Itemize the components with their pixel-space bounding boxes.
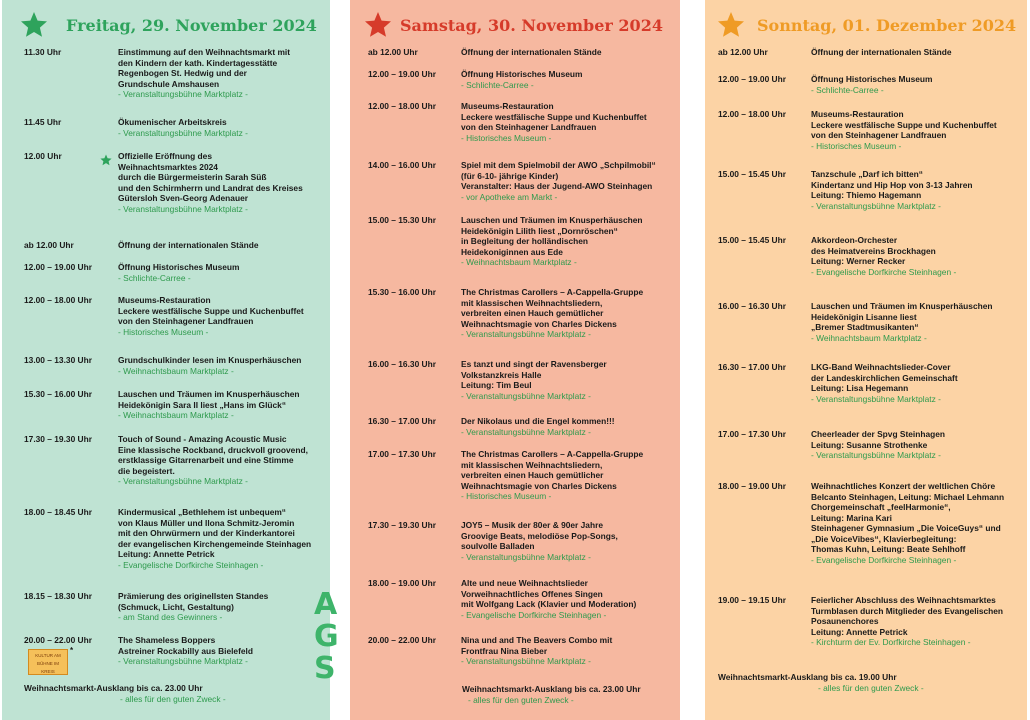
ags-letter-s: S (314, 651, 336, 686)
entry-line: „Bremer Stadtmusikanten“ (811, 322, 919, 332)
entry-description (461, 69, 582, 90)
entry-description (118, 507, 311, 570)
entry-description (461, 635, 612, 667)
entry-line: Leitung: Lisa Hegemann (811, 383, 909, 393)
entry-description (118, 635, 253, 667)
entry-line: Volkstanzkreis Halle (461, 369, 542, 380)
entry-description (118, 591, 268, 623)
entry-line: verbreiten einen Hauch gemütlicher (461, 470, 604, 480)
entry-description (811, 109, 997, 151)
entry-line: des Heimatvereins Brockhagen (811, 245, 936, 256)
entry-description (461, 578, 636, 620)
friday-footer: Weihnachtsmarkt-Ausklang bis ca. 23.00 Uhr - alles für den guten Zweck - (24, 683, 226, 704)
entry-line: Leckere westfälische Suppe und Kuchenbuffet (118, 305, 304, 316)
entry-time: 19.00 – 19.15 Uhr (718, 595, 786, 605)
entry-line: Öffnung der internationalen Stände (118, 240, 259, 250)
entry-line: Grundschule Amshausen (118, 78, 220, 89)
entry-line: den Kindern der kath. Kindertagesstätte (118, 57, 278, 68)
entry-venue: - Schlichte-Carree - (118, 272, 191, 283)
entry-line: Vorweihnachtliches Offenes Singen (461, 588, 603, 599)
entry-description (811, 429, 945, 461)
entry-description (461, 47, 602, 58)
entry-line: mit klassischen Weihnachtsliedern, (461, 297, 603, 308)
entry-description (118, 47, 290, 100)
entry-time: 17.30 – 19.30 Uhr (368, 520, 436, 530)
entry-time: 17.00 – 17.30 Uhr (368, 449, 436, 459)
badge-asterisk: * (70, 646, 74, 655)
entry-line: Regenbogen St. Hedwig und der (118, 68, 247, 78)
entry-time: 12.00 – 18.00 Uhr (24, 295, 92, 305)
entry-line: Leitung: Tim Beul (461, 380, 532, 390)
entry-line: Lauschen und Träumen im Knusperhäuschen (811, 301, 993, 311)
entry-line: Touch of Sound - Amazing Acoustic Music (118, 434, 287, 444)
entry-line: Feierlicher Abschluss des Weihnachtsmarktes (811, 595, 996, 605)
entry-description (118, 434, 308, 487)
sunday-title: Sonntag, 01. Dezember 2024 (757, 16, 1017, 35)
entry-description (118, 389, 300, 421)
entry-description (461, 287, 643, 340)
entry-time: 16.30 – 17.00 Uhr (368, 416, 436, 426)
entry-line: Öffnung der internationalen Stände (811, 47, 952, 57)
entry-time: 11.45 Uhr (24, 117, 62, 127)
entry-line: Kindermusical „Bethlehem ist unbequem“ (118, 507, 286, 517)
entry-time: 15.00 – 15.30 Uhr (368, 215, 436, 225)
entry-time: ab 12.00 Uhr (368, 47, 418, 57)
entry-line: erstklassige Gitarrenarbeit und eine Stimme (118, 455, 294, 465)
entry-time: 13.00 – 13.30 Uhr (24, 355, 92, 365)
entry-line: die begeistert. (118, 465, 175, 476)
entry-line: Belcanto Steinhagen, Leitung: Michael Lehmann (811, 491, 1005, 502)
entry-venue: - Historisches Museum - (461, 132, 552, 143)
entry-description (811, 301, 993, 343)
entry-time: 20.00 – 22.00 Uhr (368, 635, 436, 645)
entry-line: Museums-Restauration (461, 101, 554, 111)
entry-line: Kindertanz und Hip Hop von 3-13 Jahren (811, 179, 973, 190)
entry-line: Alte und neue Weihnachtslieder (461, 578, 588, 588)
entry-line: Leitung: Werner Recker (811, 256, 906, 266)
saturday-header (350, 14, 680, 40)
entry-venue: - Evangelische Dorfkirche Steinhagen - (811, 266, 957, 277)
sunday-footer: Weihnachtsmarkt-Ausklang bis ca. 19.00 Uhr - alles für den guten Zweck - (718, 672, 924, 693)
entry-line: von Klaus Müller und Ilona Schmitz-Jeromin (118, 517, 295, 528)
entry-line: mit Wolfgang Lack (Klavier und Moderation) (461, 599, 637, 609)
friday-header (2, 14, 330, 40)
entry-venue: - am Stand des Gewinners - (118, 612, 223, 622)
entry-description (461, 520, 618, 562)
entry-line: der evangelischen Kirchengemeinde Steinhagen (118, 538, 312, 549)
entry-line: Thomas Kuhn, Leitung: Beate Sehlhoff (811, 544, 966, 554)
entry-line: Einstimmung auf den Weihnachtsmarkt mit (118, 47, 291, 57)
entry-line: Leckere westfälische Suppe und Kuchenbuffet (811, 119, 997, 130)
entry-time: 18.00 – 19.00 Uhr (718, 481, 786, 491)
entry-line: Steinhagener Gymnasium „Die VoiceGuys“ und (811, 523, 1001, 533)
entry-line: von den Steinhagener Landfrauen (811, 130, 947, 140)
red-star-icon (364, 11, 392, 39)
entry-time: 12.00 – 19.00 Uhr (718, 74, 786, 84)
entry-venue: - Veranstaltungsbühne Marktplatz - (118, 476, 248, 486)
entry-time: 17.00 – 17.30 Uhr (718, 429, 786, 439)
entry-line: (Schmuck, Licht, Gestaltung) (118, 601, 234, 612)
entry-line: Groovige Beats, melodiöse Pop-Songs, (461, 530, 618, 541)
entry-line: Leitung: Susanne Strothenke (811, 439, 928, 450)
entry-time: 16.30 – 17.00 Uhr (718, 362, 786, 372)
entry-line: Ökumenischer Arbeitskreis (118, 117, 227, 127)
entry-line: verbreiten einen Hauch gemütlicher (461, 308, 604, 318)
sunday-header (705, 14, 1027, 40)
entry-line: Frontfrau Nina Bieber (461, 645, 548, 656)
entry-time: 15.00 – 15.45 Uhr (718, 169, 786, 179)
entry-time: 11.30 Uhr (24, 47, 62, 57)
entry-venue: - Veranstaltungsbühne Marktplatz - (461, 426, 591, 437)
friday-column (2, 0, 339, 720)
entry-venue: - Veranstaltungsbühne Marktplatz - (118, 656, 248, 666)
entry-venue: - Schlichte-Carree - (461, 79, 534, 90)
entry-line: Museums-Restauration (118, 295, 211, 305)
entry-venue: - Veranstaltungsbühne Marktplatz - (461, 329, 591, 339)
entry-description (811, 362, 958, 404)
entry-venue: - Veranstaltungsbühne Marktplatz - (811, 200, 941, 211)
entry-line: JOY5 – Musik der 80er & 90er Jahre (461, 520, 603, 530)
entry-description (811, 235, 956, 277)
entry-line: und den Schirmherrn und Landrat des Kreises (118, 182, 303, 193)
entry-line: Lauschen und Träumen im Knusperhäuschen (118, 389, 300, 399)
entry-description (811, 74, 932, 95)
entry-time: 15.30 – 16.00 Uhr (368, 287, 436, 297)
entry-time: 14.00 – 16.00 Uhr (368, 160, 436, 170)
entry-line: Lauschen und Träumen im Knusperhäuschen (461, 215, 643, 225)
entry-time: 12.00 – 19.00 Uhr (24, 262, 92, 272)
entry-line: Weihnachtliches Konzert der weltlichen Chöre (811, 481, 996, 491)
entry-time: ab 12.00 Uhr (718, 47, 768, 57)
entry-line: Öffnung der internationalen Stände (461, 47, 602, 57)
entry-venue: - Historisches Museum - (118, 326, 209, 337)
entry-line: Akkordeon-Orchester (811, 235, 898, 245)
entry-time: 12.00 – 19.00 Uhr (368, 69, 436, 79)
entry-time: 15.30 – 16.00 Uhr (24, 389, 92, 399)
kultur-badge-logo: KULTUR AM BÜHNE IM KREIS (28, 649, 68, 675)
entry-venue: - Veranstaltungsbühne Marktplatz - (118, 203, 248, 214)
entry-time: 17.30 – 19.30 Uhr (24, 434, 92, 444)
orange-star-icon (717, 11, 745, 39)
entry-time: 12.00 – 18.00 Uhr (368, 101, 436, 111)
entry-description (811, 47, 952, 58)
entry-line: Heidekönigin Lilith liest „Dornröschen“ (461, 225, 618, 236)
entry-description (118, 355, 301, 376)
entry-venue: - Weihnachtsbaum Marktplatz - (811, 332, 927, 343)
entry-venue: - Evangelische Dorfkirche Steinhagen - (118, 559, 264, 570)
entry-line: Leitung: Thiemo Hagemann (811, 190, 922, 200)
entry-line: (für 6-10- jährige Kinder) (461, 170, 559, 181)
entry-venue: - Historisches Museum - (461, 491, 552, 501)
entry-line: von den Steinhagener Landfrauen (118, 316, 254, 326)
entry-line: „Die VoiceVibes“, Klavierbegleitung: (811, 533, 957, 544)
entry-venue: - Historisches Museum - (811, 140, 902, 151)
entry-venue: - Schlichte-Carree - (811, 84, 884, 95)
entry-venue: - Veranstaltungsbühne Marktplatz - (811, 393, 941, 404)
entry-line: Weihnachtsmagie von Charles Dickens (461, 480, 617, 491)
entry-venue: - Weihnachtsbaum Marktplatz - (118, 410, 234, 420)
entry-line: The Christmas Carollers – A-Cappella-Gruppe (461, 449, 644, 459)
entry-line: von den Steinhagener Landfrauen (461, 122, 597, 132)
entry-line: durch die Bürgermeisterin Sarah Süß (118, 172, 267, 182)
entry-venue: - Evangelische Dorfkirche Steinhagen - (461, 609, 607, 620)
entry-line: LKG-Band Weihnachtslieder-Cover (811, 362, 951, 372)
entry-venue: - Veranstaltungsbühne Marktplatz - (461, 551, 591, 562)
entry-line: der Landeskirchlichen Gemeinschaft (811, 372, 958, 383)
entry-line: The Shameless Boppers (118, 635, 216, 645)
entry-description (811, 169, 972, 211)
entry-line: Spiel mit dem Spielmobil der AWO „Schpilmobil“ (461, 160, 656, 170)
entry-line: Grundschulkinder lesen im Knusperhäuschen (118, 355, 302, 365)
saturday-title: Samstag, 30. November 2024 (400, 16, 663, 35)
entry-description (461, 449, 643, 502)
entry-line: mit den Ohrwürmern und der Kinderkantorei (118, 528, 295, 538)
entry-venue: - Evangelische Dorfkirche Steinhagen - (811, 554, 957, 565)
sunday-column (705, 0, 1027, 720)
entry-line: Heidekönigin Lisanne liest (811, 311, 917, 322)
friday-title: Freitag, 29. November 2024 (66, 16, 317, 35)
ags-letter-g: G (314, 619, 339, 654)
entry-venue: - vor Apotheke am Markt - (461, 191, 558, 202)
entry-time: 18.00 – 19.00 Uhr (368, 578, 436, 588)
entry-venue: - Veranstaltungsbühne Marktplatz - (461, 390, 591, 401)
entry-time: 18.15 – 18.30 Uhr (24, 591, 92, 601)
entry-line: Weihnachtsmarktes 2024 (118, 161, 218, 172)
entry-venue: - Veranstaltungsbühne Marktplatz - (461, 656, 591, 666)
entry-line: Heidekoniginnen aus Ede (461, 246, 563, 257)
entry-line: Leitung: Annette Petrick (118, 549, 215, 559)
entry-time: 20.00 – 22.00 Uhr (24, 635, 92, 645)
entry-time: 15.00 – 15.45 Uhr (718, 235, 786, 245)
entry-venue: - Veranstaltungsbühne Marktplatz - (118, 127, 248, 138)
entry-line: Museums-Restauration (811, 109, 904, 119)
entry-description (118, 295, 304, 337)
entry-line: Es tanzt und singt der Ravensberger (461, 359, 607, 369)
entry-line: Astreiner Rockabilly aus Bielefeld (118, 645, 253, 656)
entry-description (118, 117, 248, 138)
entry-line: Öffnung Historisches Museum (461, 69, 583, 79)
entry-description (811, 481, 1004, 565)
entry-time: 16.00 – 16.30 Uhr (718, 301, 786, 311)
entry-line: Posaunenchores (811, 616, 879, 626)
entry-line: Cheerleader der Spvg Steinhagen (811, 429, 946, 439)
entry-line: Nina und and The Beavers Combo mit (461, 635, 613, 645)
entry-line: Leitung: Marina Kari (811, 512, 892, 523)
entry-line: Offizielle Eröffnung des (118, 151, 212, 161)
entry-line: Gütersloh Sven-Georg Adenauer (118, 193, 248, 203)
entry-time: 16.00 – 16.30 Uhr (368, 359, 436, 369)
saturday-footer: Weihnachtsmarkt-Ausklang bis ca. 23.00 Uhr - alles für den guten Zweck - (462, 684, 641, 705)
entry-line: Leckere westfälische Suppe und Kuchenbuffet (461, 111, 647, 122)
entry-line: Weihnachtsmagie von Charles Dickens (461, 318, 617, 329)
entry-line: Öffnung Historisches Museum (811, 74, 933, 84)
entry-time: 18.00 – 18.45 Uhr (24, 507, 92, 517)
entry-description (118, 151, 303, 214)
entry-venue: - Veranstaltungsbühne Marktplatz - (118, 89, 248, 99)
entry-time: ab 12.00 Uhr (24, 240, 74, 250)
entry-line: Heidekönigin Sara II liest „Hans im Glück“ (118, 399, 287, 410)
entry-line: Prämierung des originellsten Standes (118, 591, 269, 601)
entry-time: 12.00 Uhr (24, 151, 62, 161)
entry-description (118, 240, 259, 251)
entry-line: Tanzschule „Darf ich bitten“ (811, 169, 923, 179)
entry-line: Eine klassische Rockband, druckvoll groovend, (118, 444, 308, 455)
entry-line: in Begleitung der holländischen (461, 236, 589, 246)
entry-description (461, 359, 607, 401)
entry-venue: - Kirchturm der Ev. Dorfkirche Steinhagen - (811, 637, 971, 647)
ags-letter-a: A (314, 587, 338, 622)
entry-description (811, 595, 1003, 648)
entry-description (461, 215, 643, 268)
entry-description (461, 416, 615, 437)
entry-time: 12.00 – 18.00 Uhr (718, 109, 786, 119)
entry-description (461, 101, 647, 143)
entry-venue: - Veranstaltungsbühne Marktplatz - (811, 450, 941, 460)
entry-line: Öffnung Historisches Museum (118, 262, 240, 272)
entry-venue: - Weihnachtsbaum Marktplatz - (461, 257, 577, 267)
entry-line: Der Nikolaus und die Engel kommen!!! (461, 416, 615, 426)
entry-description (118, 262, 239, 283)
entry-line: Leitung: Annette Petrick (811, 626, 908, 637)
entry-line: soulvolle Balladen (461, 541, 535, 551)
entry-description (461, 160, 656, 202)
entry-line: Chorgemeinschaft „feelHarmonie“, (811, 502, 951, 512)
entry-line: The Christmas Carollers – A-Cappella-Gruppe (461, 287, 644, 297)
green-star-icon (20, 11, 48, 39)
entry-line: Turmblasen durch Mitglieder des Evangelischen (811, 605, 1004, 616)
saturday-column (350, 0, 680, 720)
entry-line: mit klassischen Weihnachtsliedern, (461, 459, 603, 470)
entry-venue: - Weihnachtsbaum Marktplatz - (118, 365, 234, 376)
entry-line: Veranstalter: Haus der Jugend-AWO Steinhagen (461, 181, 653, 191)
